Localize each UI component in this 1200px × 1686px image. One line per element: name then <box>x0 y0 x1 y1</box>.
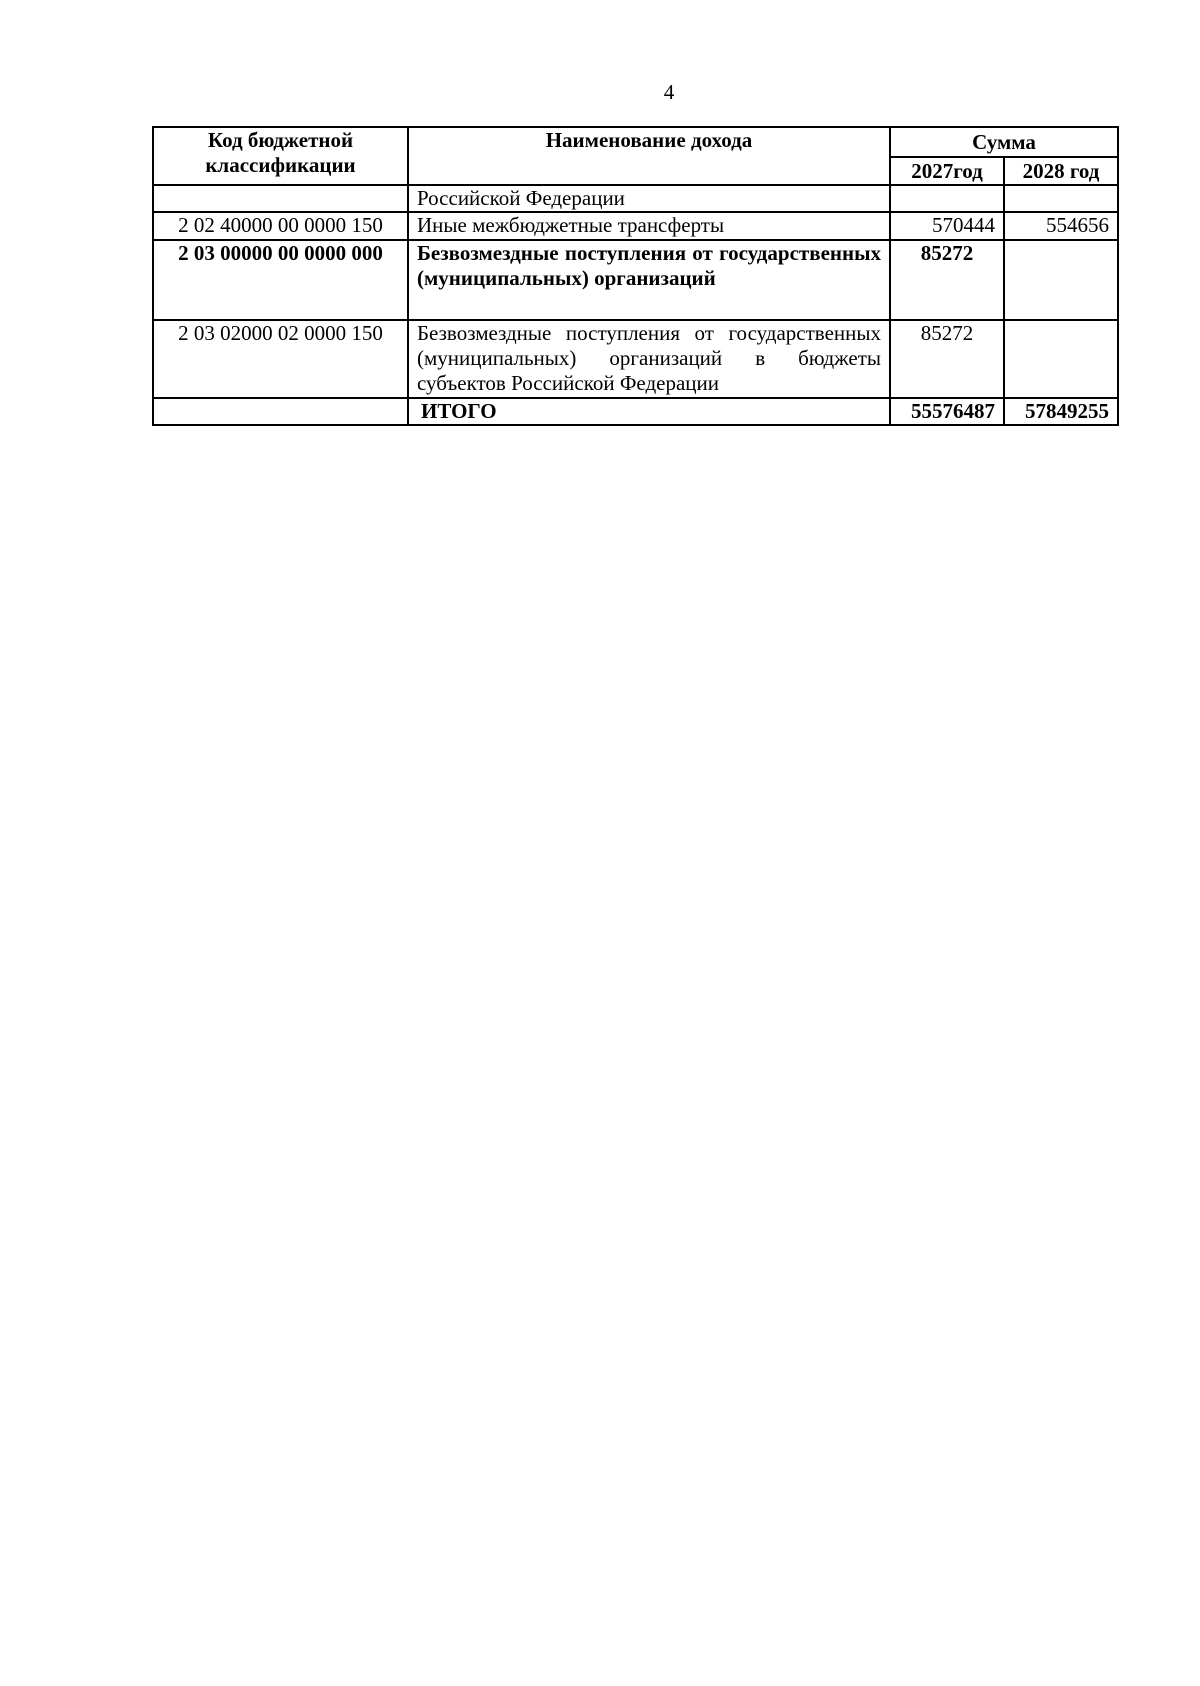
cell-2027: 570444 <box>890 212 1004 240</box>
header-year-2028: 2028 год <box>1004 157 1118 185</box>
cell-code <box>153 185 408 212</box>
header-code: Код бюджетной классификации <box>153 127 408 185</box>
cell-name: ИТОГО <box>408 398 890 425</box>
cell-code: 2 02 40000 00 0000 150 <box>153 212 408 240</box>
cell-name: Иные межбюджетные трансферты <box>408 212 890 240</box>
cell-2027 <box>890 185 1004 212</box>
cell-name: Безвозмездные поступления от государственных (муниципальных) организаций в бюджеты субъектов Российской Федерации <box>408 320 890 398</box>
cell-name: Российской Федерации <box>408 185 890 212</box>
cell-code <box>153 398 408 425</box>
header-name: Наименование дохода <box>408 127 890 185</box>
table-row <box>153 240 1118 320</box>
cell-2027: 55576487 <box>890 398 1004 425</box>
cell-2028: 554656 <box>1004 212 1118 240</box>
header-year-2027: 2027год <box>890 157 1004 185</box>
table-row <box>153 185 1118 212</box>
table-row <box>153 320 1118 398</box>
cell-2027: 85272 <box>890 240 1004 320</box>
cell-code: 2 03 02000 02 0000 150 <box>153 320 408 398</box>
table-header-row <box>153 127 1118 157</box>
cell-2028 <box>1004 240 1118 320</box>
cell-2028 <box>1004 320 1118 398</box>
cell-code: 2 03 00000 00 0000 000 <box>153 240 408 320</box>
cell-2028: 57849255 <box>1004 398 1118 425</box>
table-row <box>153 212 1118 240</box>
table-total-row <box>153 398 1118 425</box>
cell-name: Безвозмездные поступления от государственных (муниципальных) организаций <box>408 240 890 320</box>
revenue-table <box>152 126 1119 426</box>
cell-2027: 85272 <box>890 320 1004 398</box>
page-number: 4 <box>663 80 675 104</box>
header-sum: Сумма <box>890 127 1118 157</box>
cell-2028 <box>1004 185 1118 212</box>
